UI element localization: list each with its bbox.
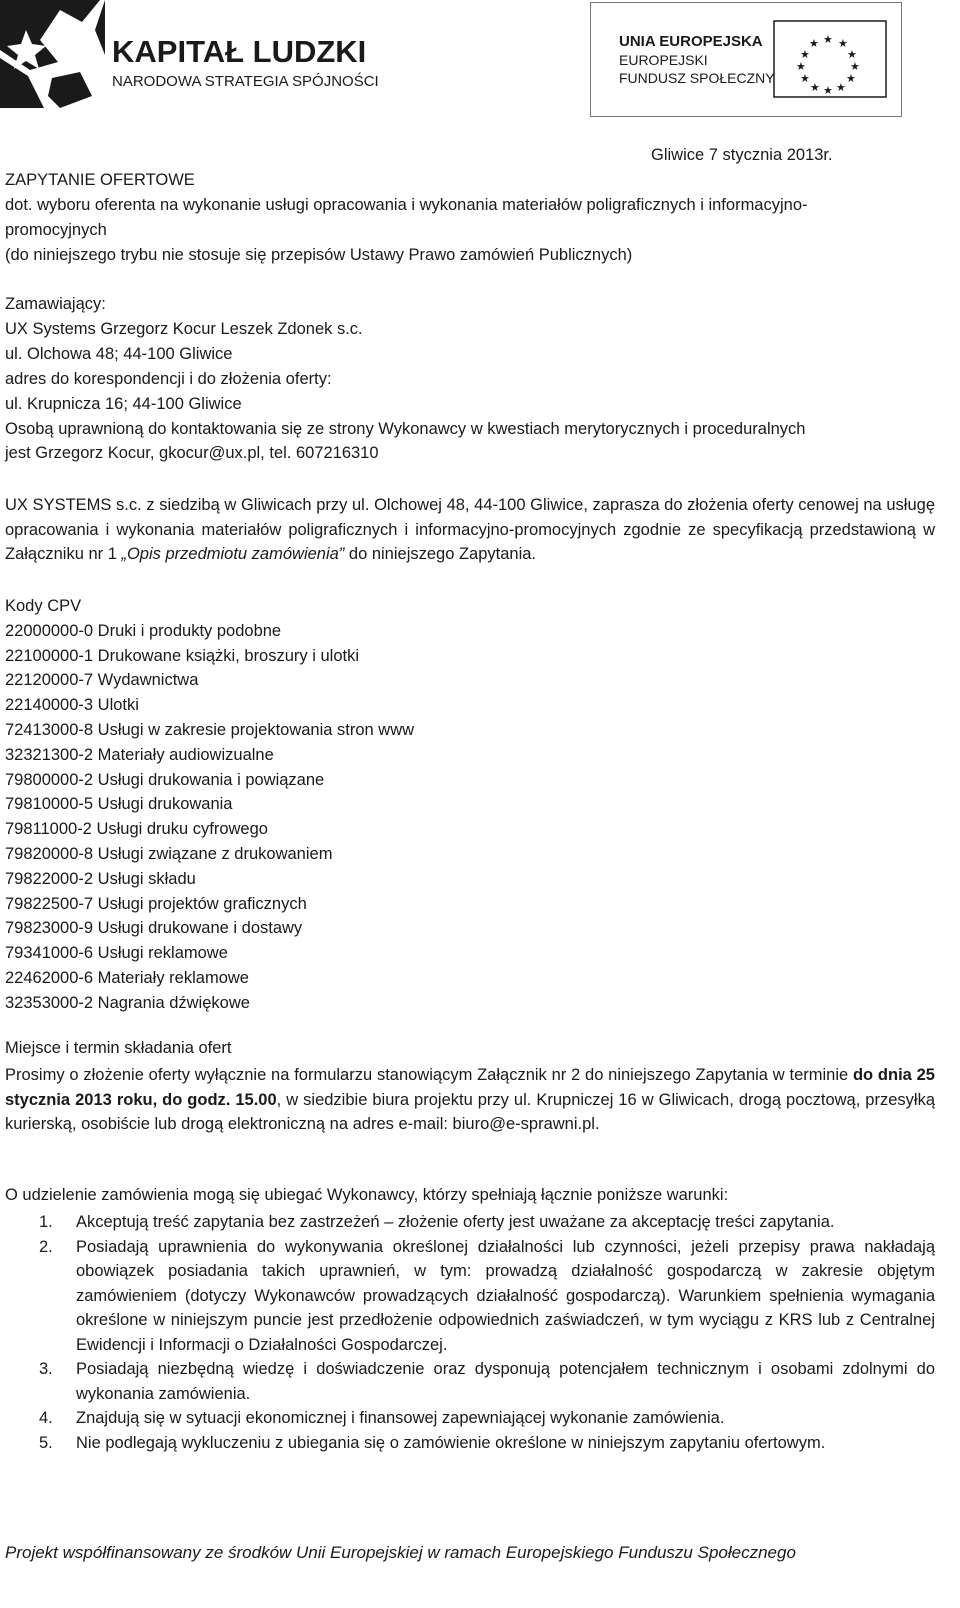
cpv-code: 79810000-5 Usługi drukowania <box>5 795 233 814</box>
list-item <box>5 1431 935 1456</box>
contact-line-1: Osobą uprawnioną do kontaktowania się ze strony Wykonawcy w kwestiach merytorycznych i proceduralnych <box>5 420 806 438</box>
eu-logo-line2: EUROPEJSKI <box>619 52 708 68</box>
cpv-code: 22000000-0 Druki i produkty podobne <box>5 621 282 640</box>
cpv-code: 79341000-6 Usługi reklamowe <box>5 944 228 963</box>
invitation-paragraph <box>5 493 935 567</box>
list-item-number: 3. <box>39 1360 53 1378</box>
deadline-text-1: Prosimy o złożenie oferty wyłącznie na formularzu stanowiącym Załącznik nr 2 do niniejszego Zapytania w terminie <box>5 1066 853 1084</box>
svg-text:★: ★ <box>823 34 833 46</box>
cpv-code: 79822000-2 Usługi składu <box>5 869 196 888</box>
document-title: ZAPYTANIE OFERTOWE <box>5 171 195 189</box>
list-item-number: 4. <box>39 1409 53 1427</box>
conditions-intro: O udzielenie zamówienia mogą się ubiegać Wykonawcy, którzy spełniają łącznie poniższe warunki: <box>5 1186 729 1204</box>
cpv-section <box>5 594 414 1016</box>
kl-logo-star-shape <box>0 0 100 70</box>
deadline-text-2: , w siedzibie biura projektu przy ul. Krupniczej 16 w Gliwicach, drogą pocztową, przesyłką kurierską, osobiście lub drogą elektroniczną na adres e-mail: biuro@e-sprawni.pl. <box>5 1090 935 1133</box>
legal-note: (do niniejszego trybu nie stosuje się przepisów Ustawy Prawo zamówień Publicznych) <box>5 246 633 264</box>
list-item-number: 5. <box>39 1433 53 1452</box>
eu-logo-line1: UNIA EUROPEJSKA <box>619 33 763 50</box>
cpv-code: 32353000-2 Nagrania dźwiękowe <box>5 993 250 1012</box>
svg-text:★: ★ <box>850 61 860 73</box>
list-item <box>5 1210 935 1235</box>
list-item <box>5 1406 935 1431</box>
cpv-code: 79822500-7 Usługi projektów graficznych <box>5 894 307 913</box>
eu-logo-line3: FUNDUSZ SPOŁECZNY <box>619 70 775 86</box>
list-item-number: 1. <box>39 1213 53 1231</box>
cpv-code: 22462000-6 Materiały reklamowe <box>5 968 249 987</box>
kl-logo-subtitle: NARODOWA STRATEGIA SPÓJNOŚCI <box>112 73 379 90</box>
svg-text:★: ★ <box>847 49 857 61</box>
list-item <box>5 1235 935 1358</box>
list-item-text: Posiadają uprawnienia do wykonywania określonej działalności lub czynności, jeżeli przepisy prawa nakładają obowiązek posiadania takich uprawnień, w tym: prowadzą działalność gospodarczą w zakresie objętym zamówieniem (dotyczy Wykonawców prowadzących działalność gospodarczą). Warunkiem spełnienia wymagania określone w niniejszym puncie jest przedłożenie odpowiednich zaświadczeń, w tym wyciągu z KRS lub z Centralnej Ewidencji i Informacji o Działalności Gospodarczej. <box>76 1237 935 1354</box>
list-item-number: 2. <box>39 1237 53 1256</box>
cpv-code: 79820000-8 Usługi związane z drukowaniem <box>5 844 333 863</box>
svg-text:★: ★ <box>796 61 806 73</box>
footer-note: Projekt współfinansowany ze środków Unii Europejskiej w ramach Europejskiego Funduszu Społecznego <box>5 1543 796 1562</box>
subject-line-1: dot. wyboru oferenta na wykonanie usługi opracowania i wykonania materiałów poligraficznych i informacyjno- <box>5 196 808 214</box>
list-item-text: Posiadają niezbędną wiedzę i doświadczenie oraz dysponują potencjałem technicznym i osobami zdolnymi do wykonania zamówienia. <box>76 1360 935 1403</box>
list-item-text: Akceptują treść zapytania bez zastrzeżeń – złożenie oferty jest uważane za akceptację treści zapytania. <box>76 1213 835 1231</box>
contractor-name: UX Systems Grzegorz Kocur Leszek Zdonek s.c. <box>5 320 363 338</box>
list-item-text: Nie podlegają wykluczeniu z ubiegania się o zamówienie określone w niniejszym zapytaniu ofertowym. <box>76 1433 826 1452</box>
deadline-date: do dnia 25 stycznia 2013 roku, do godz. 15.00 <box>5 1066 935 1109</box>
cpv-code: 79811000-2 Usługi druku cyfrowego <box>5 820 268 839</box>
svg-text:★: ★ <box>823 85 833 97</box>
cpv-code: 79800000-2 Usługi drukowania i powiązane <box>5 770 325 789</box>
kl-logo-title: KAPITAŁ LUDZKI <box>112 34 367 69</box>
cpv-heading: Kody CPV <box>5 597 82 615</box>
correspondence-address: ul. Krupnicza 16; 44-100 Gliwice <box>5 395 242 413</box>
list-item-text: Znajdują się w sytuacji ekonomicznej i finansowej zapewniającej wykonanie zamówienia. <box>76 1409 725 1427</box>
cpv-code: 22120000-7 Wydawnictwa <box>5 671 199 690</box>
cpv-code: 22100000-1 Drukowane książki, broszury i ulotki <box>5 646 360 665</box>
kapital-ludzki-logo <box>0 0 380 110</box>
svg-text:★: ★ <box>810 82 820 94</box>
cpv-code: 32321300-2 Materiały audiowizualne <box>5 745 274 764</box>
contractor-address: ul. Olchowa 48; 44-100 Gliwice <box>5 345 233 363</box>
invitation-italic: „Opis przedmiotu zamówienia” <box>121 545 345 563</box>
svg-text:★: ★ <box>838 38 848 50</box>
eu-stars-icon <box>796 34 860 97</box>
document-date: Gliwice 7 stycznia 2013r. <box>651 146 833 164</box>
subject-line-2: promocyjnych <box>5 221 107 239</box>
svg-text:★: ★ <box>836 82 846 94</box>
eu-logo <box>590 2 902 117</box>
conditions-list <box>5 1210 935 1455</box>
svg-text:★: ★ <box>800 49 810 61</box>
cpv-code: 72413000-8 Usługi w zakresie projektowania stron www <box>5 720 415 739</box>
invitation-text-after: do niniejszego Zapytania. <box>344 545 537 563</box>
contractor-label: Zamawiający: <box>5 295 106 313</box>
svg-text:★: ★ <box>809 38 819 50</box>
deadline-heading: Miejsce i termin składania ofert <box>5 1039 232 1057</box>
svg-text:★: ★ <box>800 73 810 85</box>
svg-text:★: ★ <box>846 73 856 85</box>
deadline-paragraph <box>5 1063 935 1137</box>
cpv-code: 22140000-3 Ulotki <box>5 696 139 715</box>
list-item <box>5 1357 935 1406</box>
correspondence-label: adres do korespondencji i do złożenia oferty: <box>5 370 332 388</box>
cpv-code: 79823000-9 Usługi drukowane i dostawy <box>5 919 303 938</box>
contact-line-2: jest Grzegorz Kocur, gkocur@ux.pl, tel. 607216310 <box>5 444 379 462</box>
invitation-text-before: UX SYSTEMS s.c. z siedzibą w Gliwicach przy ul. Olchowej 48, 44-100 Gliwice, zaprasza do złożenia oferty cenowej na usługę opracowania i wykonania materiałów poligraficznych i informacyjno-promocyjnych zgodnie ze specyfikacją przedstawioną w Załączniku nr 1 <box>5 496 935 563</box>
